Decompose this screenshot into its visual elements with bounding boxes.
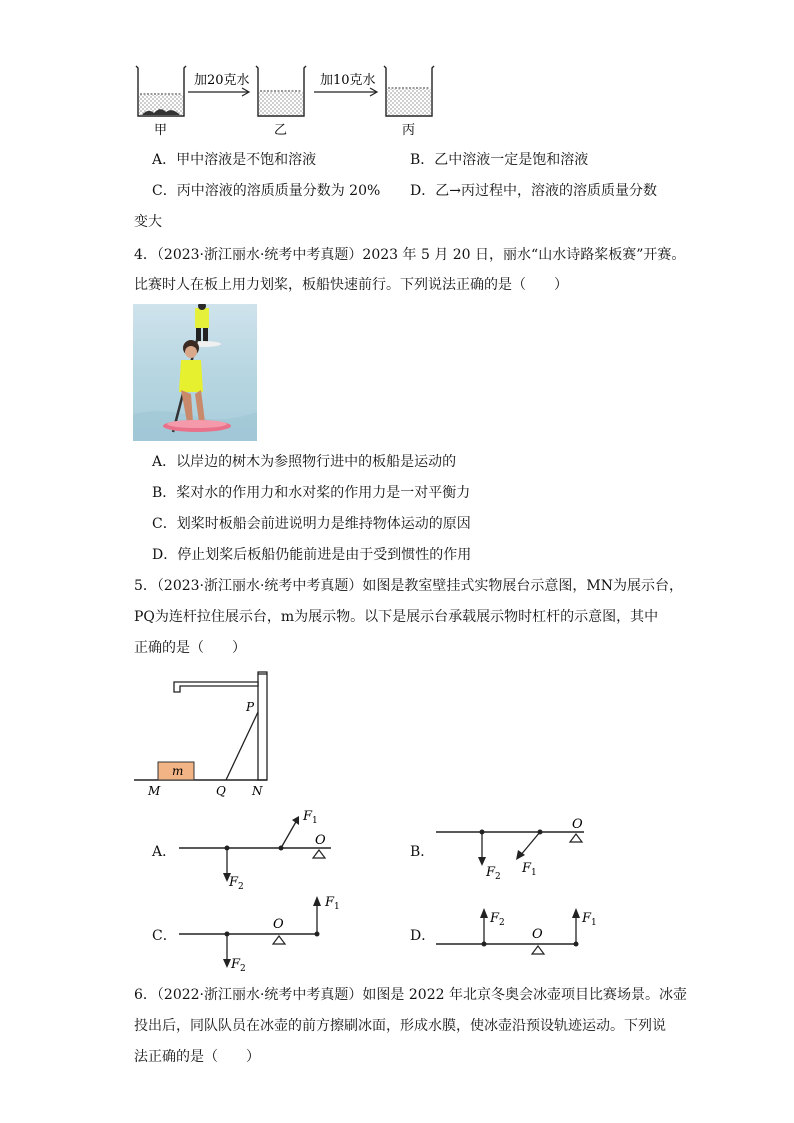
q3-option-d-line1: D．乙→丙过程中，溶液的溶质质量分数: [410, 183, 657, 199]
q6-stem-line2: 投出后，同队队员在冰壶的前方擦刷冰面，形成水膜，使冰壶沿预设轨迹运动。下列说: [134, 1018, 666, 1034]
beaker-diagram: [128, 58, 438, 140]
beaker-label-jia: 甲: [154, 123, 168, 138]
f1-label: $F_1$: [522, 861, 537, 878]
f2-label: $F_2$: [229, 875, 244, 892]
q4-option-c: C．划桨时板船会前进说明力是维持物体运动的原因: [152, 516, 471, 532]
q5-option-c-letter: C．: [152, 928, 177, 944]
q5-option-b-diagram: [432, 812, 592, 888]
q5-option-c-diagram: [175, 888, 355, 978]
q5-option-a-diagram: [175, 806, 345, 892]
f2-label: $F_2$: [486, 865, 501, 882]
o-label: O: [273, 917, 284, 932]
q5-option-b-letter: B．: [410, 844, 435, 860]
beaker-yi: [256, 66, 306, 116]
q4-option-d: D．停止划桨后板船仍能前进是由于受到惯性的作用: [152, 547, 472, 563]
arrow1-label: 加20克水: [194, 73, 250, 88]
beaker-label-bing: 丙: [402, 123, 416, 138]
label-q: Q: [216, 784, 226, 798]
o-label: O: [315, 833, 326, 848]
f2-label: $F_2$: [231, 957, 246, 974]
f1-label: $F_1$: [582, 911, 597, 928]
label-m-point: M: [148, 784, 161, 798]
label-p: P: [246, 700, 255, 714]
q4-option-a: A．以岸边的树木为参照物行进中的板船是运动的: [152, 454, 457, 470]
q5-option-d-letter: D．: [410, 928, 436, 944]
o-label: O: [532, 927, 543, 942]
q3-option-c: C．丙中溶液的溶质质量分数为 20%: [152, 183, 381, 199]
o-label: O: [572, 817, 583, 832]
q6-stem-line3: 法正确的是（ ）: [134, 1049, 260, 1065]
q3-option-d-line2: 变大: [134, 214, 162, 230]
q6-stem-line1: 6．（2022·浙江丽水·统考中考真题）如图是 2022 年北京冬奥会冰壶项目比赛场景。冰壶: [134, 987, 687, 1003]
q5-option-d-diagram: [432, 898, 612, 962]
f1-label: $F_1$: [325, 895, 340, 912]
q4-stem-line2: 比赛时人在板上用力划桨，板船快速前行。下列说法正确的是（ ）: [134, 277, 568, 293]
f1-label: $F_1$: [303, 809, 318, 826]
beaker-jia: [136, 66, 186, 116]
paddleboard-photo: [133, 304, 257, 441]
q4-option-b: B．桨对水的作用力和水对桨的作用力是一对平衡力: [152, 485, 471, 501]
beaker-bing: [384, 66, 434, 116]
wall-display-figure: [130, 668, 280, 800]
label-m: m: [172, 764, 184, 778]
arrow2-label: 加10克水: [320, 73, 376, 88]
beaker-label-yi: 乙: [274, 123, 288, 138]
q5-stem-line2: PQ为连杆拉住展示台，m为展示物。以下是展示台承载展示物时杠杆的示意图，其中: [134, 609, 659, 625]
q5-option-a-letter: A．: [152, 844, 177, 860]
q3-option-b: B．乙中溶液一定是饱和溶液: [410, 152, 589, 168]
q3-option-a: A．甲中溶液是不饱和溶液: [152, 152, 317, 168]
q5-stem-line3: 正确的是（ ）: [134, 640, 246, 656]
label-n: N: [252, 784, 263, 798]
q4-stem-line1: 4．（2023·浙江丽水·统考中考真题）2023 年 5 月 20 日，丽水“山水诗路桨板赛”开赛。: [134, 247, 686, 263]
q5-stem-line1: 5．（2023·浙江丽水·统考中考真题）如图是教室壁挂式实物展台示意图，MN为展示台，: [134, 578, 684, 594]
f2-label: $F_2$: [490, 911, 505, 928]
